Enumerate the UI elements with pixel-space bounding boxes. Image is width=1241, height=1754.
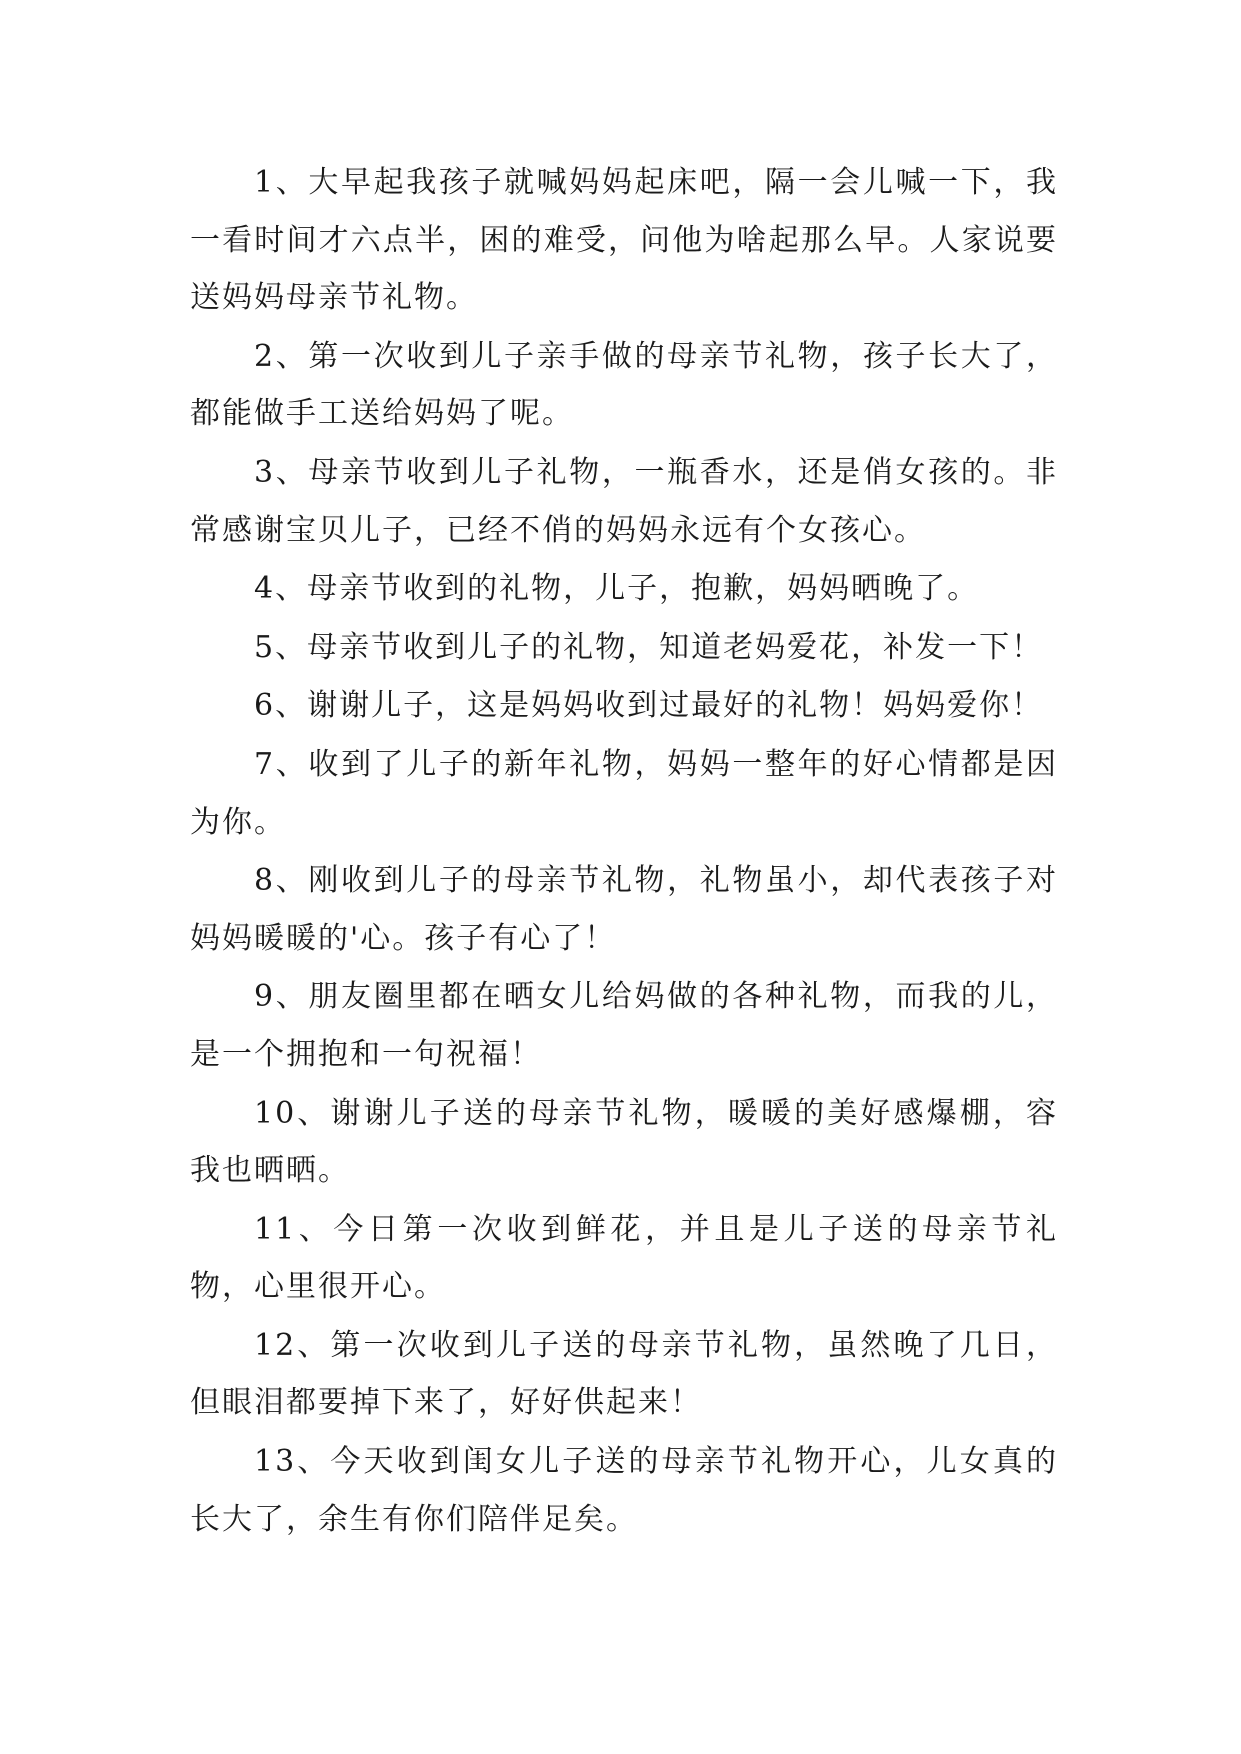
- document-body: [190, 154, 1058, 1549]
- paragraph-6: 6、谢谢儿子，这是妈妈收到过最好的礼物！妈妈爱你！: [254, 688, 1044, 724]
- paragraph-10: 10、谢谢儿子送的母亲节礼物，暖暖的美好感爆棚，容我也晒晒。: [190, 1095, 1058, 1189]
- paragraph-13: 13、今天收到闺女儿子送的母亲节礼物开心，儿女真的长大了，余生有你们陪伴足矣。: [190, 1444, 1058, 1537]
- paragraph-11: 11、今日第一次收到鲜花，并且是儿子送的母亲节礼物，心里很开心。: [190, 1211, 1058, 1305]
- paragraph-5: 5、母亲节收到儿子的礼物，知道老妈爱花，补发一下！: [254, 629, 1044, 665]
- paragraph-1: 1、大早起我孩子就喊妈妈起床吧，隔一会儿喊一下，我一看时间才六点半，困的难受，问他为啥起那么早。人家说要送妈妈母亲节礼物。: [190, 165, 1058, 316]
- paragraph-9: 9、朋友圈里都在晒女儿给妈做的各种礼物，而我的儿，是一个拥抱和一句祝福！: [190, 979, 1058, 1072]
- paragraph-2: 2、第一次收到儿子亲手做的母亲节礼物，孩子长大了，都能做手工送给妈妈了呢。: [190, 338, 1058, 432]
- paragraph-12: 12、第一次收到儿子送的母亲节礼物，虽然晚了几日，但眼泪都要掉下来了，好好供起来！: [190, 1327, 1058, 1421]
- paragraph-7: 7、收到了儿子的新年礼物，妈妈一整年的好心情都是因为你。: [190, 746, 1058, 840]
- paragraph-3: 3、母亲节收到儿子礼物，一瓶香水，还是俏女孩的。非常感谢宝贝儿子，已经不俏的妈妈永远有个女孩心。: [190, 454, 1058, 548]
- paragraph-8: 8、刚收到儿子的母亲节礼物，礼物虽小，却代表孩子对妈妈暖暖的'心。孩子有心了！: [190, 863, 1058, 956]
- paragraph-4: 4、母亲节收到的礼物，儿子，抱歉，妈妈晒晚了。: [254, 571, 980, 607]
